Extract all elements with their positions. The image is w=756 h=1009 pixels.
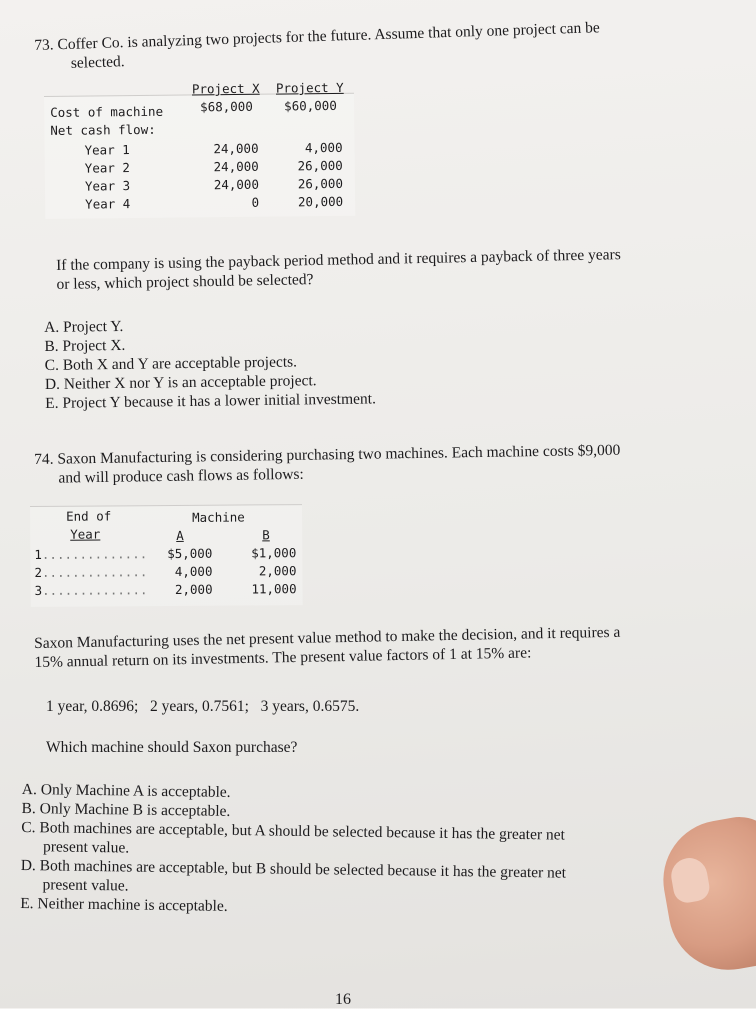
answer-choice-continued: present value. [42,838,130,857]
col-header-project-y: Project Y [275,79,344,96]
present-value-factors: 1 year, 0.8696; 2 years, 0.7561; 3 years, 0.6575. [46,698,360,715]
machine-b-value: 11,000 [251,581,297,597]
question-73-choices [44,309,685,413]
question-73-prompt [56,243,717,294]
col-header-machine: Machine [192,509,245,525]
page-number: 16 [335,991,351,1008]
paragraph-line: Saxon Manufacturing uses the net present value method to make the decision, and it requires a [34,623,621,652]
machine-a-value: 4,000 [174,563,213,579]
answer-choice: B. Only Machine B is acceptable. [21,799,231,820]
year-row-label: 3.............. [34,582,148,598]
answer-choice: A. Only Machine A is acceptable. [21,780,231,801]
answer-choice-continued: present value. [42,876,129,895]
answer-choice: B. Project X. [44,336,126,355]
question-73-number: 73. [34,36,54,54]
question-73-line1: Coffer Co. is analyzing two projects for the future. Assume that only one project can be [57,19,601,54]
year-label: Year 1 [84,142,130,158]
question-74-paragraph [34,621,715,672]
answer-choice: C. Both X and Y are acceptable projects. [44,353,298,374]
paragraph-line: 15% annual return on its investments. The present value factors of 1 at 15% are: [34,644,532,671]
machine-b-value: 2,000 [258,563,297,579]
q73-table [44,79,355,219]
question-74-stem [34,439,725,488]
machine-b-value: $1,000 [251,545,297,561]
year-y-value: 26,000 [297,157,343,174]
question-74-line2: and will produce cash flows as follows: [58,465,304,487]
year-y-value: 26,000 [297,175,344,192]
machine-a-value: 2,000 [174,581,213,597]
q74-table [30,504,303,607]
answer-choice: D. Neither X nor Y is an acceptable project. [44,372,317,393]
col-header-machine-a: A [176,527,184,543]
question-74-number: 74. [34,450,54,468]
answer-choice: D. Both machines are acceptable, but B should be selected because it has the greater net [20,856,567,882]
prompt-line: If the company is using the payback period method and it requires a payback of three years [56,246,621,274]
cost-y: $60,000 [284,97,337,114]
cost-x: $68,000 [200,98,253,115]
question-73-line2: selected. [70,53,125,72]
row-label-net-cash-flow: Net cash flow: [50,121,156,138]
col-header-machine-b: B [262,527,270,543]
year-row-label: 2.............. [34,564,148,580]
col-header-project-x: Project X [191,80,260,97]
year-label: Year 4 [85,196,131,212]
machine-a-value: $5,000 [167,545,213,562]
col-header-year: Year [70,526,101,542]
year-label: Year 2 [84,160,130,176]
row-label-cost: Cost of machine [50,103,164,120]
year-y-value: 4,000 [304,139,343,156]
col-header-end-of: End of [66,508,112,524]
answer-choice: E. Project Y because it has a lower initial investment. [45,390,376,412]
prompt-line: or less, which project should be selected? [56,271,314,293]
year-x-value: 0 [251,194,260,210]
answer-choice: C. Both machines are acceptable, but A should be selected because it has the greater net [21,818,565,844]
year-label: Year 3 [84,178,131,194]
question-74-question: Which machine should Saxon purchase? [46,739,298,756]
year-x-value: 24,000 [213,158,259,175]
question-73-stem [34,15,715,74]
year-row-label: 1.............. [34,546,148,562]
year-x-value: 24,000 [213,140,259,157]
year-y-value: 20,000 [297,193,344,210]
answer-choice: E. Neither machine is acceptable. [20,894,228,915]
question-74-choices [20,780,682,922]
year-x-value: 24,000 [213,176,260,193]
answer-choice: A. Project Y. [44,317,124,336]
question-74-line1: Saxon Manufacturing is considering purchasing two machines. Each machine costs $9,000 [57,441,621,468]
